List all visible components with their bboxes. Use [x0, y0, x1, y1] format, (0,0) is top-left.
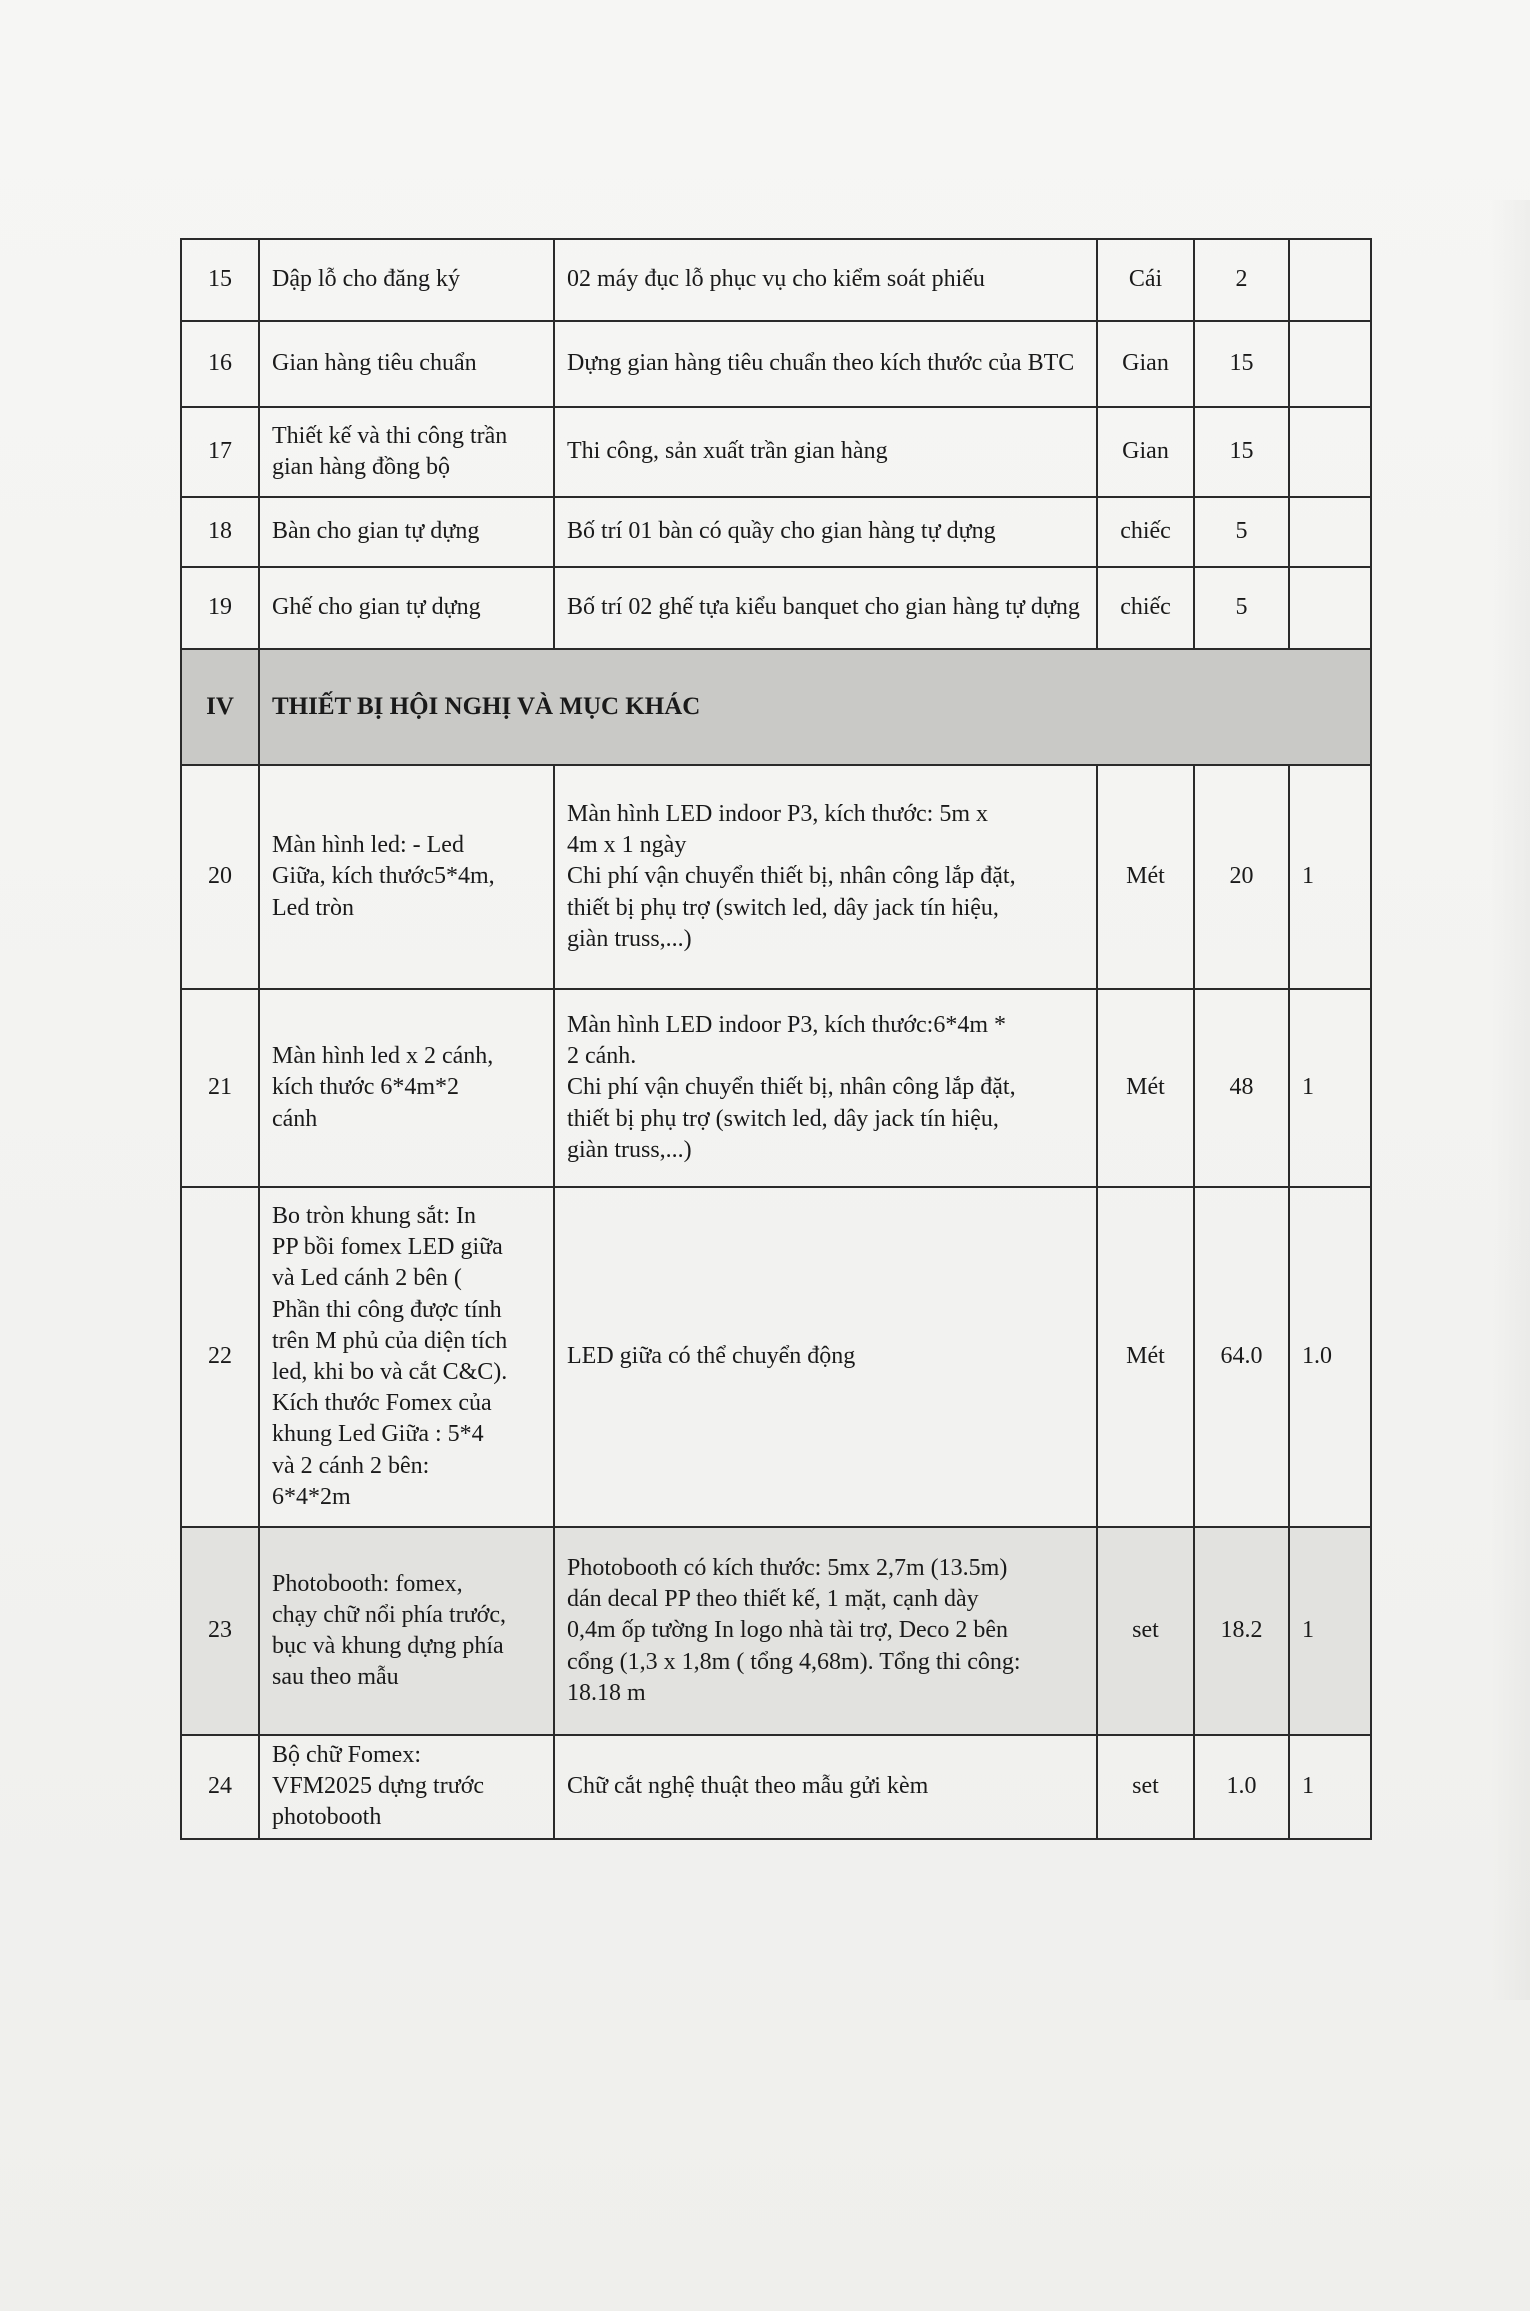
- item-unit: Mét: [1097, 989, 1194, 1187]
- item-unit: Mét: [1097, 765, 1194, 989]
- row-number: 18: [181, 497, 259, 567]
- item-name: Ghế cho gian tự dựng: [259, 567, 554, 649]
- item-name: Gian hàng tiêu chuẩn: [259, 321, 554, 407]
- item-quantity: 1.0: [1194, 1735, 1289, 1839]
- item-quantity: 64.0: [1194, 1187, 1289, 1527]
- table-row: [181, 989, 1371, 1187]
- row-number: 22: [181, 1187, 259, 1527]
- item-days: [1289, 321, 1371, 407]
- table-row: [181, 567, 1371, 649]
- item-days: 1.0: [1289, 1187, 1371, 1527]
- item-quantity: 2: [1194, 239, 1289, 321]
- item-unit: Mét: [1097, 1187, 1194, 1527]
- item-unit: Gian: [1097, 407, 1194, 497]
- item-name: Bo tròn khung sắt: In PP bồi fomex LED giữa và Led cánh 2 bên ( Phần thi công được tính trên M phủ của diện tích led, khi bo và cắt C&C). Kích thước Fomex của khung Led Giữa : 5*4 và 2 cánh 2 bên: 6*4*2m: [259, 1187, 554, 1527]
- table-row: [181, 407, 1371, 497]
- item-days: 1: [1289, 1527, 1371, 1735]
- item-days: 1: [1289, 989, 1371, 1187]
- item-description: Thi công, sản xuất trần gian hàng: [554, 407, 1097, 497]
- table-row: [181, 1735, 1371, 1839]
- item-description: Màn hình LED indoor P3, kích thước: 5m x 4m x 1 ngày Chi phí vận chuyển thiết bị, nhân công lắp đặt, thiết bị phụ trợ (switch led, dây jack tín hiệu, giàn truss,...): [554, 765, 1097, 989]
- item-description: Dựng gian hàng tiêu chuẩn theo kích thước của BTC: [554, 321, 1097, 407]
- item-days: 1: [1289, 765, 1371, 989]
- item-description: Màn hình LED indoor P3, kích thước:6*4m * 2 cánh. Chi phí vận chuyển thiết bị, nhân công lắp đặt, thiết bị phụ trợ (switch led, dây jack tín hiệu, giàn truss,...): [554, 989, 1097, 1187]
- table-row: [181, 497, 1371, 567]
- item-quantity: 15: [1194, 321, 1289, 407]
- item-unit: chiếc: [1097, 497, 1194, 567]
- item-name: Bộ chữ Fomex: VFM2025 dựng trước photobooth: [259, 1735, 554, 1839]
- item-description: LED giữa có thể chuyển động: [554, 1187, 1097, 1527]
- item-name: Photobooth: fomex, chạy chữ nổi phía trước, bục và khung dựng phía sau theo mẫu: [259, 1527, 554, 1735]
- row-number: 17: [181, 407, 259, 497]
- row-number: 20: [181, 765, 259, 989]
- item-unit: set: [1097, 1735, 1194, 1839]
- row-number: 19: [181, 567, 259, 649]
- item-name: Màn hình led x 2 cánh, kích thước 6*4m*2 cánh: [259, 989, 554, 1187]
- item-description: 02 máy đục lỗ phục vụ cho kiểm soát phiếu: [554, 239, 1097, 321]
- item-description: Chữ cắt nghệ thuật theo mẫu gửi kèm: [554, 1735, 1097, 1839]
- item-quantity: 5: [1194, 567, 1289, 649]
- section-number: IV: [181, 649, 259, 765]
- row-number: 21: [181, 989, 259, 1187]
- table-row: [181, 239, 1371, 321]
- section-title: THIẾT BỊ HỘI NGHỊ VÀ MỤC KHÁC: [259, 649, 1371, 765]
- table-row: [181, 321, 1371, 407]
- item-name: Dập lỗ cho đăng ký: [259, 239, 554, 321]
- item-days: [1289, 239, 1371, 321]
- row-number: 16: [181, 321, 259, 407]
- item-days: [1289, 497, 1371, 567]
- item-description: Photobooth có kích thước: 5mx 2,7m (13.5m) dán decal PP theo thiết kế, 1 mặt, cạnh dày 0,4m ốp tường In logo nhà tài trợ, Deco 2 bên cổng (1,3 x 1,8m ( tổng 4,68m). Tổng thi công: 18.18 m: [554, 1527, 1097, 1735]
- page-edge-shadow: [1490, 200, 1530, 2000]
- item-name: Màn hình led: - Led Giữa, kích thước5*4m, Led tròn: [259, 765, 554, 989]
- equipment-table: [180, 238, 1372, 1840]
- item-name: Bàn cho gian tự dựng: [259, 497, 554, 567]
- item-quantity: 20: [1194, 765, 1289, 989]
- item-days: 1: [1289, 1735, 1371, 1839]
- row-number: 23: [181, 1527, 259, 1735]
- item-name: Thiết kế và thi công trần gian hàng đồng bộ: [259, 407, 554, 497]
- item-quantity: 48: [1194, 989, 1289, 1187]
- item-quantity: 18.2: [1194, 1527, 1289, 1735]
- table-row: [181, 1187, 1371, 1527]
- item-unit: chiếc: [1097, 567, 1194, 649]
- row-number: 15: [181, 239, 259, 321]
- item-quantity: 15: [1194, 407, 1289, 497]
- table-row: [181, 765, 1371, 989]
- item-quantity: 5: [1194, 497, 1289, 567]
- item-days: [1289, 567, 1371, 649]
- section-header-row: [181, 649, 1371, 765]
- row-number: 24: [181, 1735, 259, 1839]
- item-unit: Gian: [1097, 321, 1194, 407]
- item-days: [1289, 407, 1371, 497]
- table-row: [181, 1527, 1371, 1735]
- item-description: Bố trí 01 bàn có quầy cho gian hàng tự dựng: [554, 497, 1097, 567]
- item-unit: set: [1097, 1527, 1194, 1735]
- item-unit: Cái: [1097, 239, 1194, 321]
- item-description: Bố trí 02 ghế tựa kiểu banquet cho gian hàng tự dựng: [554, 567, 1097, 649]
